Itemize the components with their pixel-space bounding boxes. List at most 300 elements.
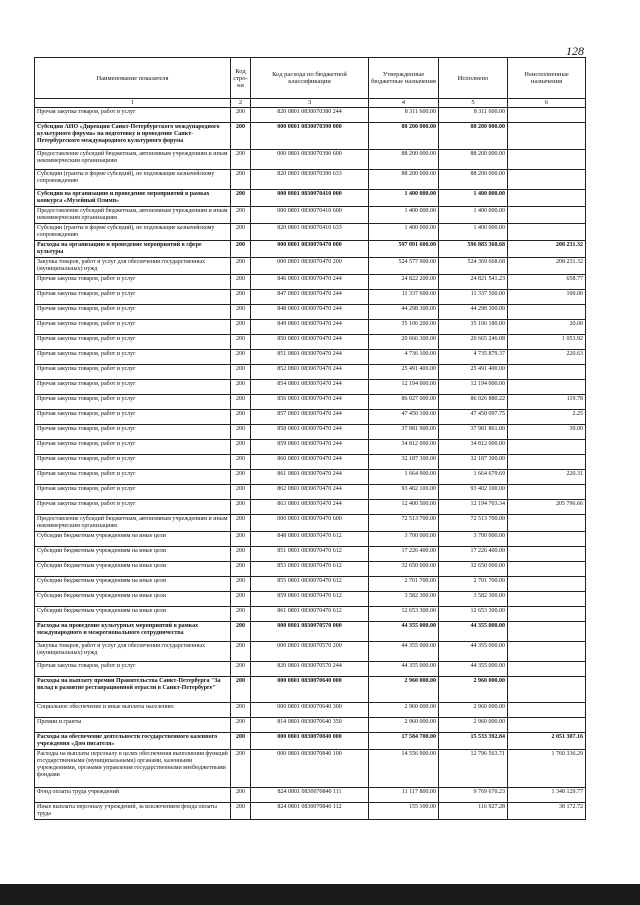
header-line-code: Код стро-ки (231, 58, 251, 99)
approved-amount-cell: 524 577 900.00 (369, 258, 439, 275)
executed-amount-cell: 88 200 000.00 (439, 170, 508, 190)
line-code-cell: 200 (231, 335, 251, 350)
executed-amount-cell: 9 769 670.23 (439, 788, 508, 803)
table-row (35, 365, 586, 380)
executed-amount-cell: 1 400 000.00 (439, 207, 508, 224)
line-code-cell: 200 (231, 170, 251, 190)
indicator-name-cell: Прочая закупка товаров, работ и услуг (35, 425, 231, 440)
table-row (35, 150, 586, 170)
approved-amount-cell: 12 194 000.00 (369, 380, 439, 395)
budget-code-cell: 857 0801 0830070470 244 (251, 410, 369, 425)
unexecuted-amount-cell (508, 224, 586, 241)
table-row (35, 170, 586, 190)
unexecuted-amount-cell: 220.63 (508, 350, 586, 365)
approved-amount-cell: 37 981 900.00 (369, 425, 439, 440)
executed-amount-cell: 12 194 703.34 (439, 500, 508, 515)
budget-code-cell: 859 0801 0830070470 612 (251, 592, 369, 607)
unexecuted-amount-cell (508, 577, 586, 592)
budget-code-cell: 860 0801 0830070470 244 (251, 455, 369, 470)
table-row (35, 577, 586, 592)
line-code-cell: 200 (231, 500, 251, 515)
approved-amount-cell: 86 027 000.00 (369, 395, 439, 410)
budget-code-cell: 814 0801 0830070640 350 (251, 718, 369, 733)
unexecuted-amount-cell: 1 348 129.77 (508, 788, 586, 803)
budget-code-cell: 820 0801 0830070380 244 (251, 108, 369, 123)
indicator-name-cell: Прочая закупка товаров, работ и услуг (35, 440, 231, 455)
approved-amount-cell: 72 513 700.00 (369, 515, 439, 532)
approved-amount-cell: 8 311 600.00 (369, 108, 439, 123)
unexecuted-amount-cell (508, 207, 586, 224)
executed-amount-cell: 93 402 100.00 (439, 485, 508, 500)
table-row (35, 335, 586, 350)
approved-amount-cell: 24 822 200.00 (369, 275, 439, 290)
table-body (35, 108, 586, 820)
unexecuted-amount-cell: 100.00 (508, 290, 586, 305)
indicator-name-cell: Субсидии бюджетным учреждениям на иные цели (35, 577, 231, 592)
line-code-cell: 200 (231, 577, 251, 592)
executed-amount-cell: 88 200 000.00 (439, 150, 508, 170)
header-unexecuted: Неисполненные назначения (508, 58, 586, 99)
indicator-name-cell: Прочая закупка товаров, работ и услуг (35, 500, 231, 515)
budget-code-cell: 862 0801 0830070470 244 (251, 485, 369, 500)
line-code-cell: 200 (231, 470, 251, 485)
approved-amount-cell: 1 664 900.00 (369, 470, 439, 485)
budget-code-cell: 820 0801 0830070410 633 (251, 224, 369, 241)
indicator-name-cell: Фонд оплаты труда учреждений (35, 788, 231, 803)
executed-amount-cell: 2 701 700.00 (439, 577, 508, 592)
unexecuted-amount-cell (508, 642, 586, 662)
indicator-name-cell: Иные выплаты персоналу учреждений, за исключением фонда оплаты труда (35, 803, 231, 820)
unexecuted-amount-cell: 658.77 (508, 275, 586, 290)
indicator-name-cell: Предоставление субсидий бюджетным, автономным учреждениям и иным некоммерческим организациям (35, 207, 231, 224)
line-code-cell: 200 (231, 425, 251, 440)
budget-code-cell: 858 0801 0830070470 244 (251, 425, 369, 440)
indicator-name-cell: Прочая закупка товаров, работ и услуг (35, 410, 231, 425)
unexecuted-amount-cell (508, 607, 586, 622)
executed-amount-cell: 12 194 000.00 (439, 380, 508, 395)
budget-code-cell: 000 0801 0830070840 100 (251, 750, 369, 788)
budget-code-cell: 000 0801 0830070570 200 (251, 642, 369, 662)
header-indicator-name: Наименование показателя (35, 58, 231, 99)
budget-code-cell: 852 0801 0830070470 244 (251, 365, 369, 380)
table-row (35, 455, 586, 470)
executed-amount-cell: 11 337 500.00 (439, 290, 508, 305)
approved-amount-cell: 93 402 100.00 (369, 485, 439, 500)
table-row (35, 207, 586, 224)
indicator-name-cell: Субсидии (гранты в форме субсидий), не подлежащие казначейскому сопровождению (35, 170, 231, 190)
executed-amount-cell: 15 533 392.84 (439, 733, 508, 750)
approved-amount-cell: 597 091 600.00 (369, 241, 439, 258)
table-row (35, 733, 586, 750)
indicator-name-cell: Расходы на обеспечение деятельности государственного казенного учреждения «Дом писателя» (35, 733, 231, 750)
column-number: 4 (369, 99, 439, 108)
table-row (35, 485, 586, 500)
table-row (35, 410, 586, 425)
executed-amount-cell: 44 355 000.00 (439, 642, 508, 662)
unexecuted-amount-cell (508, 305, 586, 320)
column-number: 5 (439, 99, 508, 108)
table-row (35, 470, 586, 485)
approved-amount-cell: 1 400 000.00 (369, 190, 439, 207)
unexecuted-amount-cell (508, 622, 586, 642)
executed-amount-cell: 25 491 400.00 (439, 365, 508, 380)
indicator-name-cell: Предоставление субсидий бюджетным, автономным учреждениям и иным некоммерческим организациям (35, 515, 231, 532)
line-code-cell: 200 (231, 455, 251, 470)
executed-amount-cell: 88 200 000.00 (439, 123, 508, 150)
table-row (35, 395, 586, 410)
budget-code-cell: 846 0801 0830070470 244 (251, 275, 369, 290)
indicator-name-cell: Субсидия на организацию и проведение мероприятий в рамках конкурса «Музейный Олимп» (35, 190, 231, 207)
line-code-cell: 200 (231, 485, 251, 500)
budget-code-cell: 000 0801 0830070640 000 (251, 677, 369, 703)
line-code-cell: 200 (231, 733, 251, 750)
line-code-cell: 200 (231, 395, 251, 410)
budget-code-cell: 847 0801 0830070470 244 (251, 290, 369, 305)
line-code-cell: 200 (231, 622, 251, 642)
indicator-name-cell: Прочая закупка товаров, работ и услуг (35, 290, 231, 305)
budget-code-cell: 848 0801 0830070470 612 (251, 532, 369, 547)
executed-amount-cell: 3 700 000.00 (439, 532, 508, 547)
budget-code-cell: 851 0801 0830070470 612 (251, 547, 369, 562)
indicator-name-cell: Прочая закупка товаров, работ и услуг (35, 365, 231, 380)
unexecuted-amount-cell (508, 703, 586, 718)
approved-amount-cell: 11 337 600.00 (369, 290, 439, 305)
scan-edge (0, 884, 640, 905)
budget-code-cell: 859 0801 0830070470 244 (251, 440, 369, 455)
budget-code-cell: 000 0801 0830070390 000 (251, 123, 369, 150)
approved-amount-cell: 17 226 400.00 (369, 547, 439, 562)
unexecuted-amount-cell (508, 515, 586, 532)
approved-amount-cell: 44 355 000.00 (369, 622, 439, 642)
indicator-name-cell: Предоставление субсидий бюджетным, автономным учреждениям и иным некоммерческим организациям (35, 150, 231, 170)
table-row (35, 677, 586, 703)
indicator-name-cell: Прочая закупка товаров, работ и услуг (35, 305, 231, 320)
unexecuted-amount-cell: 39.00 (508, 425, 586, 440)
budget-code-cell: 000 0801 0830070470 000 (251, 241, 369, 258)
table-row (35, 788, 586, 803)
table-row (35, 607, 586, 622)
indicator-name-cell: Закупка товаров, работ и услуг для обеспечения государственных (муниципальных) нужд (35, 642, 231, 662)
approved-amount-cell: 32 650 000.00 (369, 562, 439, 577)
unexecuted-amount-cell: 205 796.66 (508, 500, 586, 515)
indicator-name-cell: Прочая закупка товаров, работ и услуг (35, 395, 231, 410)
line-code-cell: 200 (231, 515, 251, 532)
table-row (35, 500, 586, 515)
line-code-cell: 200 (231, 803, 251, 820)
executed-amount-cell: 72 513 700.00 (439, 515, 508, 532)
executed-amount-cell: 47 450 097.75 (439, 410, 508, 425)
approved-amount-cell: 44 355 000.00 (369, 642, 439, 662)
column-number-row (35, 99, 586, 108)
indicator-name-cell: Расходы на выплаты персоналу в целях обеспечения выполнения функций государственными (муниципальными) органами, казенными учреждениями, органами управления государственными внебюджетными фондами (35, 750, 231, 788)
table-row (35, 622, 586, 642)
line-code-cell: 200 (231, 350, 251, 365)
budget-code-cell: 854 0801 0830070470 244 (251, 380, 369, 395)
approved-amount-cell: 44 355 000.00 (369, 662, 439, 677)
approved-amount-cell: 2 701 700.00 (369, 577, 439, 592)
line-code-cell: 200 (231, 123, 251, 150)
executed-amount-cell: 524 369 668.68 (439, 258, 508, 275)
approved-amount-cell: 1 400 000.00 (369, 207, 439, 224)
indicator-name-cell: Субсидии бюджетным учреждениям на иные цели (35, 592, 231, 607)
approved-amount-cell: 20 666 300.00 (369, 335, 439, 350)
approved-amount-cell: 3 582 300.00 (369, 592, 439, 607)
approved-amount-cell: 34 812 000.00 (369, 440, 439, 455)
executed-amount-cell: 35 106 180.00 (439, 320, 508, 335)
unexecuted-amount-cell: 208 231.32 (508, 258, 586, 275)
budget-code-cell: 000 0801 0830070470 600 (251, 515, 369, 532)
line-code-cell: 200 (231, 718, 251, 733)
line-code-cell: 200 (231, 190, 251, 207)
approved-amount-cell: 32 187 300.00 (369, 455, 439, 470)
table-row (35, 803, 586, 820)
unexecuted-amount-cell (508, 562, 586, 577)
table-row (35, 562, 586, 577)
unexecuted-amount-cell (508, 150, 586, 170)
line-code-cell: 200 (231, 607, 251, 622)
indicator-name-cell: Прочая закупка товаров, работ и услуг (35, 275, 231, 290)
indicator-name-cell: Прочая закупка товаров, работ и услуг (35, 470, 231, 485)
executed-amount-cell: 2 960 000.00 (439, 703, 508, 718)
budget-code-cell: 000 0801 0830070840 000 (251, 733, 369, 750)
budget-code-cell: 861 0801 0830070470 244 (251, 470, 369, 485)
line-code-cell: 200 (231, 290, 251, 305)
column-number: 3 (251, 99, 369, 108)
line-code-cell: 200 (231, 440, 251, 455)
unexecuted-amount-cell (508, 718, 586, 733)
budget-code-cell: 000 0801 0830070470 200 (251, 258, 369, 275)
line-code-cell: 200 (231, 410, 251, 425)
line-code-cell: 200 (231, 224, 251, 241)
budget-code-cell: 824 0801 0830070840 111 (251, 788, 369, 803)
executed-amount-cell: 37 981 861.00 (439, 425, 508, 440)
approved-amount-cell: 12 400 500.00 (369, 500, 439, 515)
line-code-cell: 200 (231, 592, 251, 607)
table-row (35, 440, 586, 455)
indicator-name-cell: Расходы на выплату премии Правительства Санкт-Петербурга "За вклад в развитие реставрационной отрасли в Санкт-Петербурге" (35, 677, 231, 703)
table-row (35, 350, 586, 365)
line-code-cell: 200 (231, 532, 251, 547)
line-code-cell: 200 (231, 320, 251, 335)
approved-amount-cell: 88 200 000.00 (369, 150, 439, 170)
budget-code-cell: 851 0801 0830070470 244 (251, 350, 369, 365)
unexecuted-amount-cell (508, 592, 586, 607)
budget-code-cell: 848 0801 0830070470 244 (251, 305, 369, 320)
indicator-name-cell: Прочая закупка товаров, работ и услуг (35, 455, 231, 470)
budget-code-cell: 850 0801 0830070470 244 (251, 335, 369, 350)
unexecuted-amount-cell: 2 051 307.16 (508, 733, 586, 750)
budget-code-cell: 820 0801 0830070570 244 (251, 662, 369, 677)
line-code-cell: 200 (231, 305, 251, 320)
executed-amount-cell: 8 311 600.00 (439, 108, 508, 123)
indicator-name-cell: Прочая закупка товаров, работ и услуг (35, 485, 231, 500)
line-code-cell: 200 (231, 365, 251, 380)
approved-amount-cell: 3 700 000.00 (369, 532, 439, 547)
executed-amount-cell: 17 226 400.00 (439, 547, 508, 562)
header-budget-code: Код расхода по бюджетной классификации (251, 58, 369, 99)
indicator-name-cell: Субсидии бюджетным учреждениям на иные цели (35, 562, 231, 577)
executed-amount-cell: 3 582 300.00 (439, 592, 508, 607)
table-row (35, 515, 586, 532)
executed-amount-cell: 2 960 000.00 (439, 718, 508, 733)
approved-amount-cell: 12 653 300.00 (369, 607, 439, 622)
unexecuted-amount-cell: 2.25 (508, 410, 586, 425)
unexecuted-amount-cell (508, 190, 586, 207)
unexecuted-amount-cell (508, 547, 586, 562)
approved-amount-cell: 25 491 400.00 (369, 365, 439, 380)
line-code-cell: 200 (231, 562, 251, 577)
indicator-name-cell: Премии и гранты (35, 718, 231, 733)
approved-amount-cell: 1 400 000.00 (369, 224, 439, 241)
line-code-cell: 200 (231, 275, 251, 290)
table-row (35, 662, 586, 677)
page-number: 128 (566, 44, 584, 58)
table-row (35, 258, 586, 275)
line-code-cell: 200 (231, 788, 251, 803)
table-row (35, 750, 586, 788)
table-row (35, 275, 586, 290)
table-row (35, 642, 586, 662)
column-number: 6 (508, 99, 586, 108)
table-row (35, 320, 586, 335)
budget-code-cell: 863 0801 0830070470 244 (251, 500, 369, 515)
approved-amount-cell: 4 736 100.00 (369, 350, 439, 365)
unexecuted-amount-cell (508, 365, 586, 380)
executed-amount-cell: 20 665 246.08 (439, 335, 508, 350)
budget-code-cell: 849 0801 0830070470 244 (251, 320, 369, 335)
executed-amount-cell: 44 355 000.00 (439, 622, 508, 642)
line-code-cell: 200 (231, 207, 251, 224)
approved-amount-cell: 88 200 000.00 (369, 123, 439, 150)
budget-code-cell: 000 0801 0830070410 600 (251, 207, 369, 224)
indicator-name-cell: Прочая закупка товаров, работ и услуг (35, 662, 231, 677)
column-number: 1 (35, 99, 231, 108)
header-executed: Исполнено (439, 58, 508, 99)
executed-amount-cell: 44 298 300.00 (439, 305, 508, 320)
executed-amount-cell: 12 796 563.71 (439, 750, 508, 788)
unexecuted-amount-cell: 1 053.92 (508, 335, 586, 350)
approved-amount-cell: 2 960 000.00 (369, 677, 439, 703)
line-code-cell: 200 (231, 642, 251, 662)
budget-execution-table (34, 57, 586, 820)
indicator-name-cell: Закупка товаров, работ и услуг для обеспечения государственных (муниципальных) нужд (35, 258, 231, 275)
table-row (35, 703, 586, 718)
line-code-cell: 200 (231, 380, 251, 395)
table-row (35, 305, 586, 320)
unexecuted-amount-cell (508, 455, 586, 470)
approved-amount-cell: 88 200 000.00 (369, 170, 439, 190)
budget-code-cell: 000 0801 0830070390 600 (251, 150, 369, 170)
table-row (35, 547, 586, 562)
header-approved: Утвержденные бюджетные назначения (369, 58, 439, 99)
table-row (35, 224, 586, 241)
executed-amount-cell: 12 653 300.00 (439, 607, 508, 622)
budget-code-cell: 820 0801 0830070390 633 (251, 170, 369, 190)
line-code-cell: 200 (231, 750, 251, 788)
table-row (35, 425, 586, 440)
executed-amount-cell: 44 355 000.00 (439, 662, 508, 677)
unexecuted-amount-cell: 220.31 (508, 470, 586, 485)
indicator-name-cell: Расходы на проведение культурных мероприятий в рамках международного и межрегионального сотрудничества (35, 622, 231, 642)
executed-amount-cell: 596 883 368.68 (439, 241, 508, 258)
executed-amount-cell: 2 960 000.00 (439, 677, 508, 703)
table-row (35, 190, 586, 207)
budget-code-cell: 856 0801 0830070470 244 (251, 395, 369, 410)
indicator-name-cell: Субсидии бюджетным учреждениям на иные цели (35, 532, 231, 547)
budget-code-cell: 853 0801 0830070470 612 (251, 562, 369, 577)
indicator-name-cell: Прочая закупка товаров, работ и услуг (35, 320, 231, 335)
approved-amount-cell: 35 106 200.00 (369, 320, 439, 335)
unexecuted-amount-cell (508, 170, 586, 190)
budget-code-cell: 000 0801 0830070570 000 (251, 622, 369, 642)
executed-amount-cell: 1 664 679.69 (439, 470, 508, 485)
unexecuted-amount-cell: 119.78 (508, 395, 586, 410)
line-code-cell: 200 (231, 258, 251, 275)
table-row (35, 380, 586, 395)
budget-code-cell: 824 0801 0830070840 112 (251, 803, 369, 820)
column-number: 2 (231, 99, 251, 108)
line-code-cell: 200 (231, 677, 251, 703)
unexecuted-amount-cell (508, 380, 586, 395)
budget-code-cell: 000 0801 0830070640 300 (251, 703, 369, 718)
table-row (35, 532, 586, 547)
unexecuted-amount-cell (508, 485, 586, 500)
approved-amount-cell: 155 100.00 (369, 803, 439, 820)
executed-amount-cell: 4 735 879.37 (439, 350, 508, 365)
unexecuted-amount-cell (508, 108, 586, 123)
executed-amount-cell: 32 650 000.00 (439, 562, 508, 577)
approved-amount-cell: 17 584 700.00 (369, 733, 439, 750)
executed-amount-cell: 116 927.28 (439, 803, 508, 820)
executed-amount-cell: 86 026 880.22 (439, 395, 508, 410)
executed-amount-cell: 32 187 300.00 (439, 455, 508, 470)
budget-code-cell: 855 0801 0830070470 612 (251, 577, 369, 592)
line-code-cell: 200 (231, 547, 251, 562)
indicator-name-cell: Субсидии бюджетным учреждениям на иные цели (35, 607, 231, 622)
budget-code-cell: 861 0801 0830070470 612 (251, 607, 369, 622)
unexecuted-amount-cell (508, 662, 586, 677)
line-code-cell: 200 (231, 150, 251, 170)
indicator-name-cell: Субсидии бюджетным учреждениям на иные цели (35, 547, 231, 562)
indicator-name-cell: Прочая закупка товаров, работ и услуг (35, 380, 231, 395)
indicator-name-cell: Прочая закупка товаров, работ и услуг (35, 108, 231, 123)
approved-amount-cell: 11 117 800.00 (369, 788, 439, 803)
line-code-cell: 200 (231, 703, 251, 718)
line-code-cell: 200 (231, 108, 251, 123)
table-row (35, 718, 586, 733)
unexecuted-amount-cell (508, 677, 586, 703)
table-header-row (35, 58, 586, 99)
unexecuted-amount-cell (508, 123, 586, 150)
unexecuted-amount-cell: 38 172.72 (508, 803, 586, 820)
line-code-cell: 200 (231, 662, 251, 677)
executed-amount-cell: 1 400 000.00 (439, 190, 508, 207)
table-row (35, 592, 586, 607)
indicator-name-cell: Социальное обеспечение и иные выплаты населению (35, 703, 231, 718)
unexecuted-amount-cell: 208 231.32 (508, 241, 586, 258)
unexecuted-amount-cell: 1 760 336.29 (508, 750, 586, 788)
table-row (35, 123, 586, 150)
table-row (35, 241, 586, 258)
indicator-name-cell: Расходы на организацию и проведение мероприятий в сфере культуры (35, 241, 231, 258)
indicator-name-cell: Прочая закупка товаров, работ и услуг (35, 350, 231, 365)
unexecuted-amount-cell (508, 532, 586, 547)
indicator-name-cell: Субсидия АНО «Дирекция Санкт-Петербургского международного культурного форума» на подготовку и проведение Санкт-Петербургского международного культурного форума (35, 123, 231, 150)
approved-amount-cell: 14 556 900.00 (369, 750, 439, 788)
executed-amount-cell: 24 821 541.23 (439, 275, 508, 290)
line-code-cell: 200 (231, 241, 251, 258)
unexecuted-amount-cell: 20.00 (508, 320, 586, 335)
